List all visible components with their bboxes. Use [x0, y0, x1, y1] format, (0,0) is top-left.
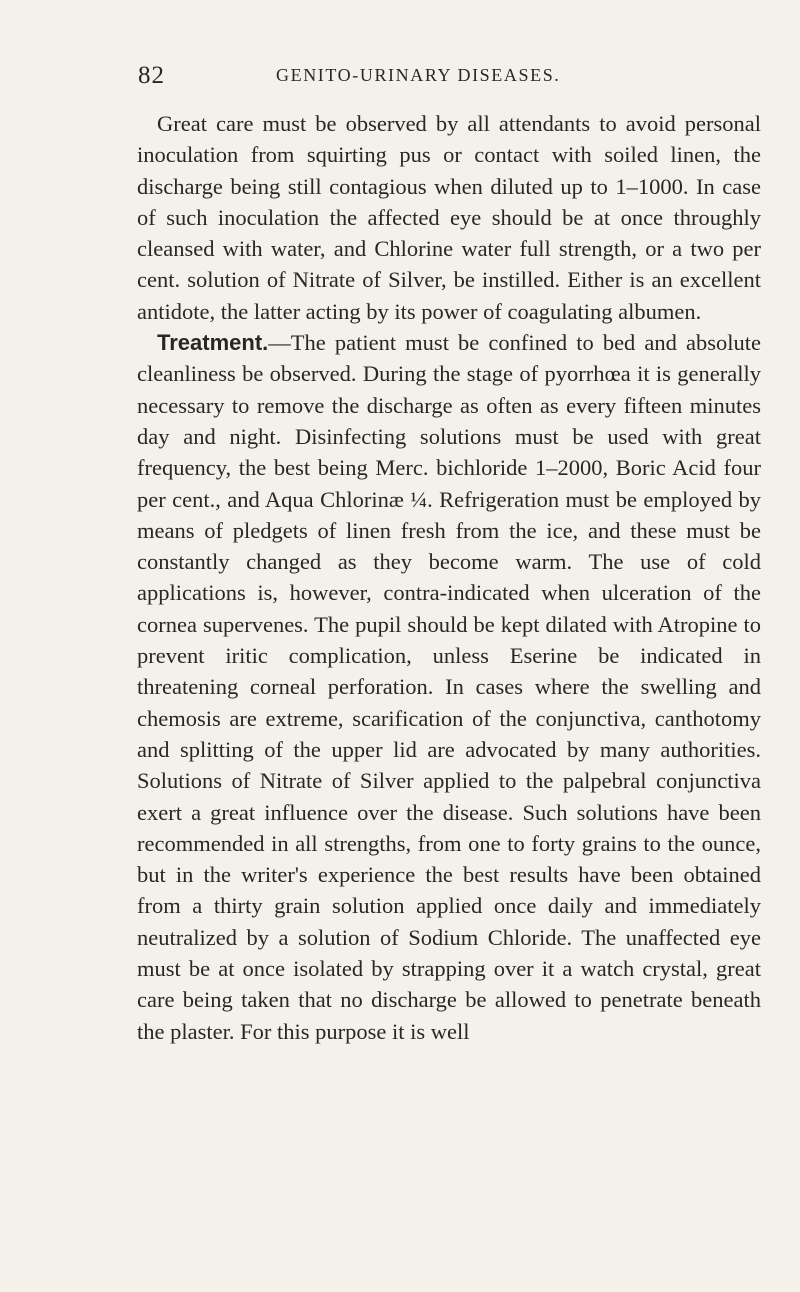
paragraph-treatment — [137, 327, 761, 1047]
paragraph-inoculation — [137, 108, 761, 327]
page-number: 82 — [138, 62, 165, 89]
page-header — [138, 62, 758, 92]
running-title: GENITO-URINARY DISEASES. — [276, 65, 561, 85]
section-heading-treatment: Treatment. — [157, 330, 269, 356]
paragraph-text: Great care must be observed by all attendants to avoid personal inoculation from squirting pus or contact with soiled linen, the discharge being still contagious when diluted up to 1–1000. In case of such inoculation the affected eye should be at once throughly cleansed with water, and Chlorine water full strength, or a two per cent. solution of Nitrate of Silver, be instilled. Either is an excellent antidote, the latter acting by its power of coagulating albumen. — [137, 111, 761, 324]
body-text — [137, 108, 761, 1047]
paragraph-text: —The patient must be confined to bed and absolute cleanliness be observed. During the stage of pyorrhœa it is generally necessary to remove the discharge as often as every fifteen minutes day and night. Disinfecting solutions must be used with great frequency, the best being Merc. bichloride 1–2000, Boric Acid four per cent., and Aqua Chlorinæ ¼. Refrigeration must be employed by means of pledgets of linen fresh from the ice, and these must be constantly changed as they become warm. The use of cold applications is, however, contra-indicated when ulceration of the cornea supervenes. The pupil should be kept dilated with Atropine to prevent iritic complication, unless Eserine be indicated in threatening corneal perforation. In cases where the swelling and chemosis are extreme, scarification of the conjunctiva, canthotomy and splitting of the upper lid are advocated by many authorities. Solutions of Nitrate of Silver applied to the palpebral conjunctiva exert a great influence over the disease. Such solutions have been recommended in all strengths, from one to forty grains to the ounce, but in the writer's experience the best results have been obtained from a thirty grain solution applied once daily and immediately neutralized by a solution of Sodium Chloride. The unaffected eye must be at once isolated by strapping over it a watch crystal, great care being taken that no discharge be allowed to penetrate beneath the plaster. For this purpose it is well — [137, 330, 761, 1044]
